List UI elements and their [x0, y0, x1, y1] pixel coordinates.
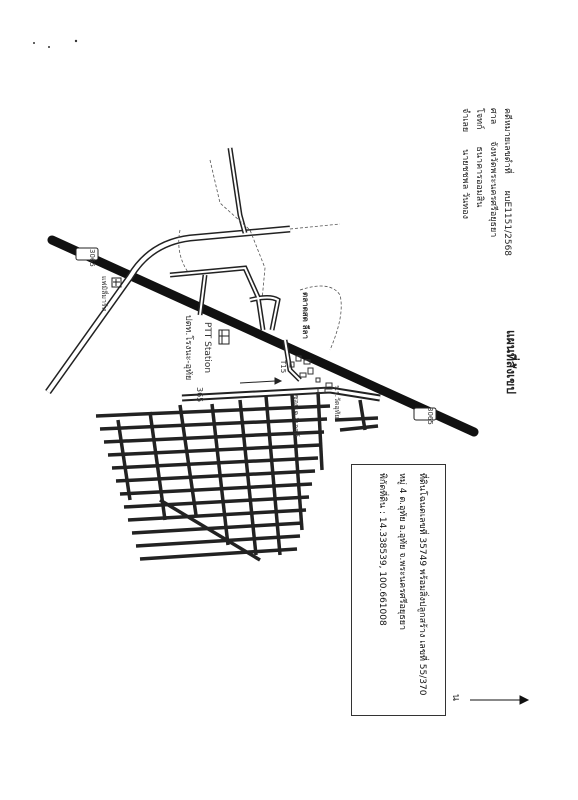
- ptt-thai-label: ปตท.โรงนะ-อุทัย: [183, 315, 193, 381]
- grid-street-h-4: [108, 445, 321, 455]
- route-3065-label-top: 3065: [88, 249, 96, 267]
- map-title: แผนที่สังเขป: [504, 330, 518, 394]
- property-info-box: [351, 464, 446, 716]
- near-label: T15: [279, 360, 287, 374]
- case-line: คดีหมายเลขดำที่: [502, 108, 512, 174]
- grid-street-h-5: [112, 458, 318, 468]
- route-365-arrow: [240, 378, 281, 384]
- grid-street-h-8: [124, 497, 309, 507]
- defendant-line: จำเลย: [460, 108, 470, 133]
- court-value: จังหวัดพระนครศรีอยุธยา: [488, 141, 498, 238]
- grid-street-h-11: [136, 536, 300, 546]
- ptt-station-icon: [219, 330, 229, 344]
- grid-street-h-6: [116, 471, 315, 481]
- ptt-station-label: PTT Station: [202, 322, 212, 374]
- grid-street-v-3: [180, 405, 196, 515]
- route-365-label: 365: [195, 387, 204, 403]
- alley-label: ซอยเค.ลีเอสต์: [292, 395, 300, 438]
- east-street-3: [360, 400, 365, 430]
- north-arrow-icon: [470, 696, 528, 704]
- east-street-2: [340, 426, 378, 430]
- north-label: น: [450, 694, 461, 701]
- court-line: ศาล: [488, 108, 498, 125]
- speck-2: [48, 46, 50, 48]
- grid-street-v-1: [118, 420, 130, 500]
- school-label: ร.ร.วัดอุทัย: [333, 385, 341, 419]
- route-365-road: [182, 390, 380, 398]
- info-line-3: พิกัดที่ดิน : 14.338539, 100.661008: [377, 473, 387, 626]
- highway-3065: [52, 240, 474, 432]
- grid-street-v-8: [318, 392, 322, 470]
- speck-3: [75, 40, 77, 42]
- grid-street-h-12: [140, 549, 297, 559]
- case-number: ผบE1151/2568: [502, 190, 512, 257]
- north-road: [230, 148, 245, 233]
- family-mart-label: แฟมิลี่มาร์ท: [100, 276, 108, 312]
- market-label: ตลาดสด ลีลา: [301, 292, 310, 339]
- info-line-1: ที่ดินโฉนดเลขที่ 35749 พร้อมสิ่งปลูกสร้าง เลขที่ 55/370: [417, 473, 427, 696]
- info-line-2: หมู่ 4 ต.อุทัย อ.อุทัย จ.พระนครศรีอยุธยา: [397, 473, 407, 631]
- route-3065-label-bottom: 3065: [426, 407, 434, 425]
- plaintiff-line: โจทก์: [474, 108, 484, 130]
- grid-street-h-9: [128, 510, 306, 520]
- defendant-value: นายชชพล วันทอง: [460, 149, 470, 220]
- plaintiff-value: ธนาคารออมสิน: [474, 146, 484, 208]
- grid-street-h-7: [120, 484, 312, 494]
- speck-1: [33, 42, 35, 44]
